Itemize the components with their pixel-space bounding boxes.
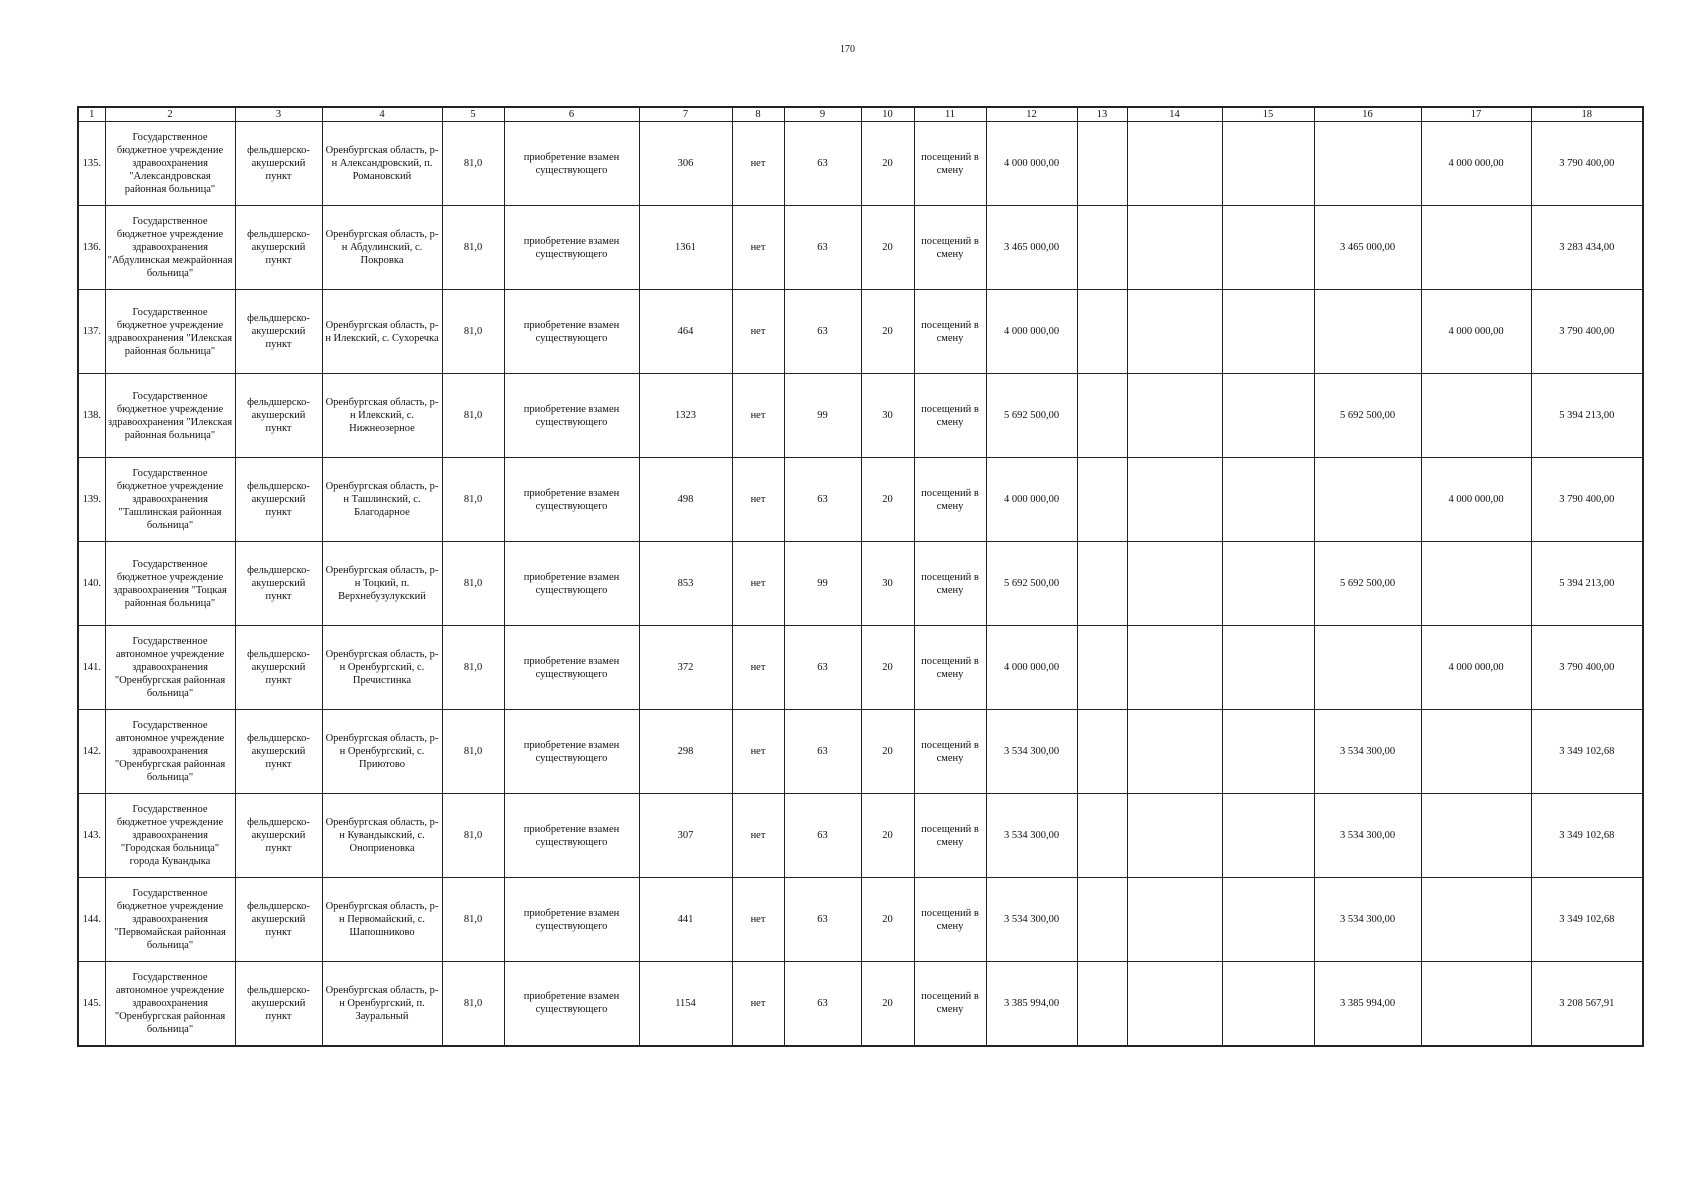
area-cell: 81,0	[442, 710, 504, 794]
row-number-cell: 140.	[78, 542, 105, 626]
capacity-cell: 63	[784, 878, 861, 962]
cost-2021-cell: 5 692 500,00	[1314, 542, 1421, 626]
facility-type-cell: фельдшерско-акушерский пункт	[235, 542, 322, 626]
column-number-11: 11	[914, 107, 986, 122]
cost-2021-cell: 3 534 300,00	[1314, 794, 1421, 878]
column-number-3: 3	[235, 107, 322, 122]
col-14-cell	[1127, 626, 1222, 710]
availability-cell: нет	[732, 290, 784, 374]
population-cell: 1323	[639, 374, 732, 458]
column-number-16: 16	[1314, 107, 1421, 122]
row-number-cell: 136.	[78, 206, 105, 290]
address-cell: Оренбургская область, р-н Тоцкий, п. Верхнебузулукский	[322, 542, 442, 626]
availability-cell: нет	[732, 626, 784, 710]
cost-with-coefficient-cell: 3 283 434,00	[1531, 206, 1643, 290]
row-number-cell: 137.	[78, 290, 105, 374]
cost-with-coefficient-cell: 3 790 400,00	[1531, 122, 1643, 206]
visits-cell: 20	[861, 458, 914, 542]
capacity-cell: 63	[784, 962, 861, 1046]
cost-2022-cell: 4 000 000,00	[1421, 458, 1531, 542]
address-cell: Оренбургская область, р-н Ташлинский, с. Благодарное	[322, 458, 442, 542]
population-cell: 298	[639, 710, 732, 794]
capacity-unit-cell: посещений в смену	[914, 878, 986, 962]
visits-cell: 20	[861, 122, 914, 206]
population-cell: 1361	[639, 206, 732, 290]
organization-cell: Государственное бюджетное учреждение здравоохранения "Александровская районная больница"	[105, 122, 235, 206]
table-row	[78, 710, 1643, 794]
cost-2022-cell	[1421, 878, 1531, 962]
total-cost-cell: 4 000 000,00	[986, 626, 1077, 710]
column-number-13: 13	[1077, 107, 1127, 122]
capacity-cell: 63	[784, 626, 861, 710]
table-row	[78, 458, 1643, 542]
purpose-cell: приобретение взамен существующего	[504, 458, 639, 542]
col-15-cell	[1222, 542, 1314, 626]
col-13-cell	[1077, 290, 1127, 374]
col-15-cell	[1222, 206, 1314, 290]
address-cell: Оренбургская область, р-н Оренбургский, с. Приютово	[322, 710, 442, 794]
organization-cell: Государственное бюджетное учреждение здравоохранения "Ташлинская районная больница"	[105, 458, 235, 542]
population-cell: 441	[639, 878, 732, 962]
total-cost-cell: 3 534 300,00	[986, 794, 1077, 878]
table-row	[78, 122, 1643, 206]
facility-type-cell: фельдшерско-акушерский пункт	[235, 626, 322, 710]
cost-with-coefficient-cell: 5 394 213,00	[1531, 542, 1643, 626]
total-cost-cell: 3 534 300,00	[986, 710, 1077, 794]
organization-cell: Государственное бюджетное учреждение здравоохранения "Илекская районная больница"	[105, 290, 235, 374]
area-cell: 81,0	[442, 878, 504, 962]
population-cell: 464	[639, 290, 732, 374]
capacity-unit-cell: посещений в смену	[914, 626, 986, 710]
column-number-4: 4	[322, 107, 442, 122]
capacity-unit-cell: посещений в смену	[914, 206, 986, 290]
col-13-cell	[1077, 878, 1127, 962]
cost-2022-cell: 4 000 000,00	[1421, 290, 1531, 374]
column-number-18: 18	[1531, 107, 1643, 122]
column-number-8: 8	[732, 107, 784, 122]
column-number-6: 6	[504, 107, 639, 122]
column-number-15: 15	[1222, 107, 1314, 122]
facility-type-cell: фельдшерско-акушерский пункт	[235, 794, 322, 878]
availability-cell: нет	[732, 458, 784, 542]
col-14-cell	[1127, 542, 1222, 626]
table-row	[78, 794, 1643, 878]
column-number-1: 1	[78, 107, 105, 122]
col-15-cell	[1222, 374, 1314, 458]
col-15-cell	[1222, 962, 1314, 1046]
area-cell: 81,0	[442, 374, 504, 458]
population-cell: 853	[639, 542, 732, 626]
total-cost-cell: 4 000 000,00	[986, 122, 1077, 206]
cost-with-coefficient-cell: 3 208 567,91	[1531, 962, 1643, 1046]
col-15-cell	[1222, 122, 1314, 206]
population-cell: 306	[639, 122, 732, 206]
col-13-cell	[1077, 962, 1127, 1046]
purpose-cell: приобретение взамен существующего	[504, 962, 639, 1046]
cost-2022-cell	[1421, 206, 1531, 290]
column-number-9: 9	[784, 107, 861, 122]
table-row	[78, 626, 1643, 710]
area-cell: 81,0	[442, 122, 504, 206]
row-number-cell: 138.	[78, 374, 105, 458]
total-cost-cell: 4 000 000,00	[986, 458, 1077, 542]
column-number-5: 5	[442, 107, 504, 122]
table-row	[78, 542, 1643, 626]
capacity-unit-cell: посещений в смену	[914, 458, 986, 542]
population-cell: 307	[639, 794, 732, 878]
column-number-2: 2	[105, 107, 235, 122]
address-cell: Оренбургская область, р-н Илекский, с. Сухоречка	[322, 290, 442, 374]
col-15-cell	[1222, 626, 1314, 710]
row-number-cell: 144.	[78, 878, 105, 962]
total-cost-cell: 3 465 000,00	[986, 206, 1077, 290]
area-cell: 81,0	[442, 542, 504, 626]
col-13-cell	[1077, 626, 1127, 710]
col-15-cell	[1222, 710, 1314, 794]
column-number-14: 14	[1127, 107, 1222, 122]
capacity-unit-cell: посещений в смену	[914, 290, 986, 374]
capacity-cell: 63	[784, 458, 861, 542]
cost-2022-cell: 4 000 000,00	[1421, 122, 1531, 206]
visits-cell: 30	[861, 374, 914, 458]
address-cell: Оренбургская область, р-н Кувандыкский, с. Оноприеновка	[322, 794, 442, 878]
total-cost-cell: 3 534 300,00	[986, 878, 1077, 962]
col-14-cell	[1127, 458, 1222, 542]
capacity-cell: 99	[784, 374, 861, 458]
availability-cell: нет	[732, 206, 784, 290]
col-14-cell	[1127, 962, 1222, 1046]
facility-type-cell: фельдшерско-акушерский пункт	[235, 122, 322, 206]
col-13-cell	[1077, 710, 1127, 794]
cost-with-coefficient-cell: 3 790 400,00	[1531, 458, 1643, 542]
col-14-cell	[1127, 374, 1222, 458]
area-cell: 81,0	[442, 458, 504, 542]
organization-cell: Государственное бюджетное учреждение здравоохранения "Абдулинская межрайонная больница"	[105, 206, 235, 290]
row-number-cell: 141.	[78, 626, 105, 710]
purpose-cell: приобретение взамен существующего	[504, 710, 639, 794]
area-cell: 81,0	[442, 794, 504, 878]
organization-cell: Государственное автономное учреждение здравоохранения "Оренбургская районная больница"	[105, 626, 235, 710]
population-cell: 372	[639, 626, 732, 710]
cost-2022-cell	[1421, 710, 1531, 794]
area-cell: 81,0	[442, 626, 504, 710]
organization-cell: Государственное бюджетное учреждение здравоохранения "Тоцкая районная больница"	[105, 542, 235, 626]
col-14-cell	[1127, 290, 1222, 374]
cost-2021-cell: 3 385 994,00	[1314, 962, 1421, 1046]
col-14-cell	[1127, 794, 1222, 878]
total-cost-cell: 3 385 994,00	[986, 962, 1077, 1046]
capacity-unit-cell: посещений в смену	[914, 542, 986, 626]
availability-cell: нет	[732, 878, 784, 962]
cost-2021-cell	[1314, 290, 1421, 374]
cost-with-coefficient-cell: 3 790 400,00	[1531, 290, 1643, 374]
total-cost-cell: 5 692 500,00	[986, 542, 1077, 626]
table-row	[78, 878, 1643, 962]
capacity-cell: 63	[784, 710, 861, 794]
organization-cell: Государственное автономное учреждение здравоохранения "Оренбургская районная больница"	[105, 710, 235, 794]
cost-2021-cell: 3 534 300,00	[1314, 878, 1421, 962]
row-number-cell: 145.	[78, 962, 105, 1046]
row-number-cell: 143.	[78, 794, 105, 878]
facilities-table	[77, 106, 1644, 1047]
visits-cell: 30	[861, 542, 914, 626]
cost-with-coefficient-cell: 3 349 102,68	[1531, 794, 1643, 878]
capacity-cell: 63	[784, 206, 861, 290]
purpose-cell: приобретение взамен существующего	[504, 290, 639, 374]
cost-with-coefficient-cell: 5 394 213,00	[1531, 374, 1643, 458]
table-row	[78, 962, 1643, 1046]
capacity-cell: 99	[784, 542, 861, 626]
row-number-cell: 139.	[78, 458, 105, 542]
purpose-cell: приобретение взамен существующего	[504, 626, 639, 710]
address-cell: Оренбургская область, р-н Александровский, п. Романовский	[322, 122, 442, 206]
area-cell: 81,0	[442, 962, 504, 1046]
capacity-cell: 63	[784, 794, 861, 878]
address-cell: Оренбургская область, р-н Первомайский, с. Шапошниково	[322, 878, 442, 962]
col-13-cell	[1077, 374, 1127, 458]
col-13-cell	[1077, 794, 1127, 878]
col-13-cell	[1077, 542, 1127, 626]
address-cell: Оренбургская область, р-н Оренбургский, с. Пречистинка	[322, 626, 442, 710]
col-13-cell	[1077, 458, 1127, 542]
visits-cell: 20	[861, 878, 914, 962]
purpose-cell: приобретение взамен существующего	[504, 206, 639, 290]
organization-cell: Государственное автономное учреждение здравоохранения "Оренбургская районная больница"	[105, 962, 235, 1046]
column-number-7: 7	[639, 107, 732, 122]
capacity-unit-cell: посещений в смену	[914, 710, 986, 794]
capacity-cell: 63	[784, 290, 861, 374]
availability-cell: нет	[732, 374, 784, 458]
cost-2021-cell: 5 692 500,00	[1314, 374, 1421, 458]
row-number-cell: 135.	[78, 122, 105, 206]
column-number-10: 10	[861, 107, 914, 122]
col-14-cell	[1127, 206, 1222, 290]
table-row	[78, 374, 1643, 458]
availability-cell: нет	[732, 122, 784, 206]
organization-cell: Государственное бюджетное учреждение здравоохранения "Илекская районная больница"	[105, 374, 235, 458]
cost-2022-cell	[1421, 962, 1531, 1046]
page-number: 170	[840, 44, 855, 55]
cost-2021-cell	[1314, 458, 1421, 542]
visits-cell: 20	[861, 710, 914, 794]
facility-type-cell: фельдшерско-акушерский пункт	[235, 878, 322, 962]
total-cost-cell: 4 000 000,00	[986, 290, 1077, 374]
col-13-cell	[1077, 206, 1127, 290]
col-14-cell	[1127, 122, 1222, 206]
cost-2022-cell	[1421, 374, 1531, 458]
availability-cell: нет	[732, 542, 784, 626]
area-cell: 81,0	[442, 206, 504, 290]
organization-cell: Государственное бюджетное учреждение здравоохранения "Городская больница" города Кувандыка	[105, 794, 235, 878]
address-cell: Оренбургская область, р-н Илекский, с. Нижнеозерное	[322, 374, 442, 458]
col-15-cell	[1222, 794, 1314, 878]
area-cell: 81,0	[442, 290, 504, 374]
capacity-cell: 63	[784, 122, 861, 206]
purpose-cell: приобретение взамен существующего	[504, 794, 639, 878]
facility-type-cell: фельдшерско-акушерский пункт	[235, 290, 322, 374]
visits-cell: 20	[861, 794, 914, 878]
purpose-cell: приобретение взамен существующего	[504, 122, 639, 206]
table-row	[78, 290, 1643, 374]
capacity-unit-cell: посещений в смену	[914, 962, 986, 1046]
capacity-unit-cell: посещений в смену	[914, 122, 986, 206]
population-cell: 1154	[639, 962, 732, 1046]
column-number-row	[78, 107, 1643, 122]
column-number-17: 17	[1421, 107, 1531, 122]
purpose-cell: приобретение взамен существующего	[504, 878, 639, 962]
facility-type-cell: фельдшерско-акушерский пункт	[235, 962, 322, 1046]
facility-type-cell: фельдшерско-акушерский пункт	[235, 206, 322, 290]
cost-2022-cell: 4 000 000,00	[1421, 626, 1531, 710]
address-cell: Оренбургская область, р-н Оренбургский, п. Зауральный	[322, 962, 442, 1046]
availability-cell: нет	[732, 794, 784, 878]
facility-type-cell: фельдшерско-акушерский пункт	[235, 374, 322, 458]
cost-with-coefficient-cell: 3 349 102,68	[1531, 710, 1643, 794]
cost-2021-cell: 3 465 000,00	[1314, 206, 1421, 290]
visits-cell: 20	[861, 290, 914, 374]
col-14-cell	[1127, 878, 1222, 962]
col-13-cell	[1077, 122, 1127, 206]
column-number-12: 12	[986, 107, 1077, 122]
col-14-cell	[1127, 710, 1222, 794]
capacity-unit-cell: посещений в смену	[914, 374, 986, 458]
cost-with-coefficient-cell: 3 790 400,00	[1531, 626, 1643, 710]
cost-2022-cell	[1421, 542, 1531, 626]
population-cell: 498	[639, 458, 732, 542]
cost-2021-cell	[1314, 626, 1421, 710]
availability-cell: нет	[732, 962, 784, 1046]
table-row	[78, 206, 1643, 290]
organization-cell: Государственное бюджетное учреждение здравоохранения "Первомайская районная больница"	[105, 878, 235, 962]
capacity-unit-cell: посещений в смену	[914, 794, 986, 878]
availability-cell: нет	[732, 710, 784, 794]
col-15-cell	[1222, 290, 1314, 374]
visits-cell: 20	[861, 962, 914, 1046]
facility-type-cell: фельдшерско-акушерский пункт	[235, 458, 322, 542]
visits-cell: 20	[861, 626, 914, 710]
row-number-cell: 142.	[78, 710, 105, 794]
address-cell: Оренбургская область, р-н Абдулинский, с. Покровка	[322, 206, 442, 290]
purpose-cell: приобретение взамен существующего	[504, 542, 639, 626]
col-15-cell	[1222, 458, 1314, 542]
cost-2021-cell	[1314, 122, 1421, 206]
visits-cell: 20	[861, 206, 914, 290]
cost-2022-cell	[1421, 794, 1531, 878]
cost-with-coefficient-cell: 3 349 102,68	[1531, 878, 1643, 962]
col-15-cell	[1222, 878, 1314, 962]
purpose-cell: приобретение взамен существующего	[504, 374, 639, 458]
cost-2021-cell: 3 534 300,00	[1314, 710, 1421, 794]
facility-type-cell: фельдшерско-акушерский пункт	[235, 710, 322, 794]
total-cost-cell: 5 692 500,00	[986, 374, 1077, 458]
